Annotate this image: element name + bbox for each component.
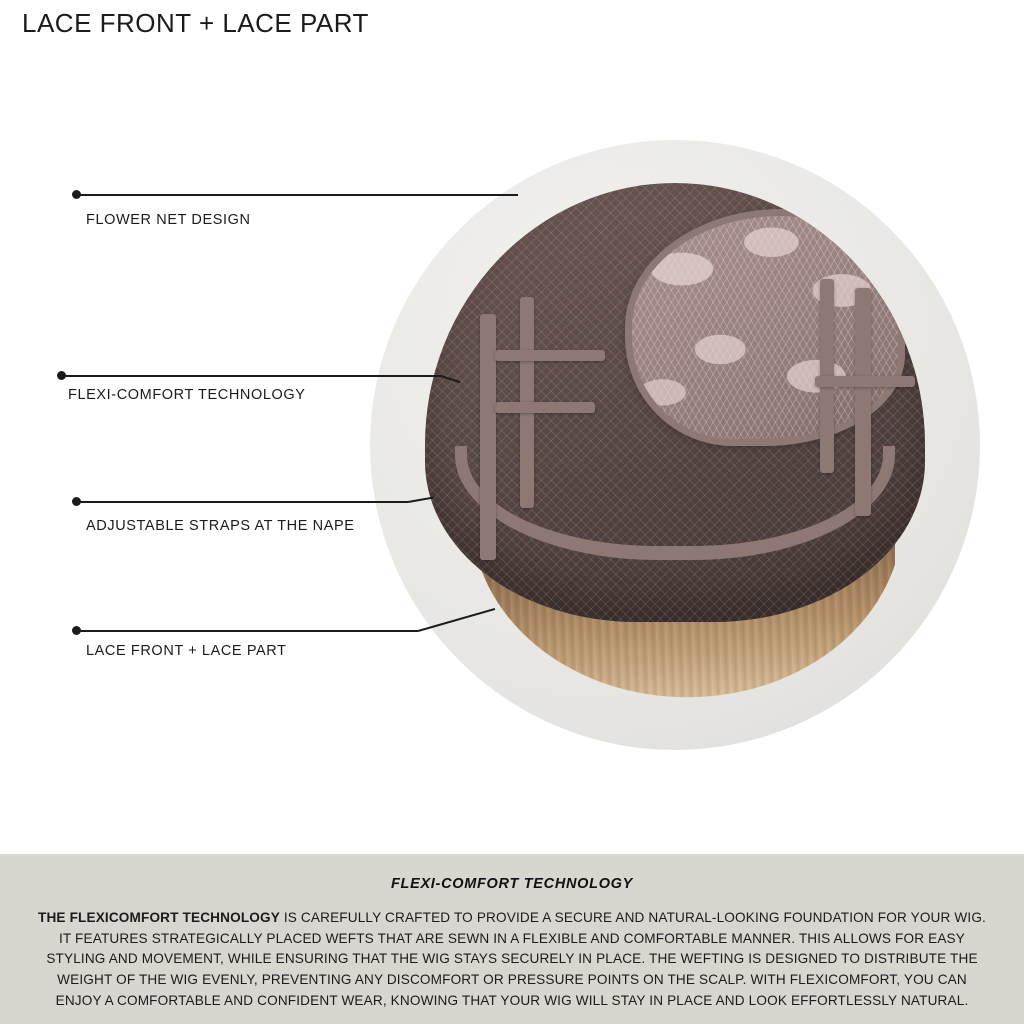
description-text: IS CAREFULLY CRAFTED TO PROVIDE A SECURE AND NATURAL-LOOKING FOUNDATION FOR YOUR WIG. IT FEATURES STRATEGICALLY PLACED WEFTS THAT ARE SEWN IN A FLEXIBLE AND COMFORTABLE MANNER. THIS ALLOWS FOR EASY STYLING AND MOVEMENT, WHILE ENSURING THAT THE WIG STAYS SECURELY IN PLACE. THE WEFTING IS DESIGNED TO DISTRIBUTE THE WEIGHT OF THE WIG EVENLY, PREVENTING ANY DISCOMFORT OR PRESSURE POINTS ON THE SCALP. WITH FLEXICOMFORT, YOU CAN ENJOY A COMFORTABLE AND CONFIDENT WEAR, KNOWING THAT YOUR WIG WILL STAY IN PLACE AND LOOK EFFORTLESSLY NATURAL. [46, 910, 986, 1008]
page-title: LACE FRONT + LACE PART [22, 8, 369, 38]
weft-left-outer [480, 314, 496, 560]
callout-line-1 [78, 194, 518, 196]
callout-label-adjustable-straps-at-the-nape: ADJUSTABLE STRAPS AT THE NAPE [86, 518, 355, 534]
adjustable-strap-upper [495, 350, 605, 361]
description-title: FLEXI-COMFORT TECHNOLOGY [390, 876, 634, 892]
description-body [38, 908, 986, 1011]
callout-line-4 [78, 630, 418, 632]
callout-label-flexi-comfort-technology: FLEXI-COMFORT TECHNOLOGY [68, 387, 306, 403]
callout-line-3 [78, 501, 408, 503]
description-lead: THE FLEXICOMFORT TECHNOLOGY [38, 910, 280, 925]
callout-label-lace-front-lace-part: LACE FRONT + LACE PART [86, 643, 287, 659]
callout-line-2 [63, 375, 441, 377]
wig-cap [425, 183, 925, 622]
weft-right-outer [855, 288, 871, 516]
callout-label-flower-net-design: FLOWER NET DESIGN [86, 212, 251, 228]
description-panel [0, 854, 1024, 1024]
wig-cap-photo [370, 140, 980, 750]
adjustable-strap-lower [495, 402, 595, 413]
adjustable-strap-right [815, 376, 915, 387]
